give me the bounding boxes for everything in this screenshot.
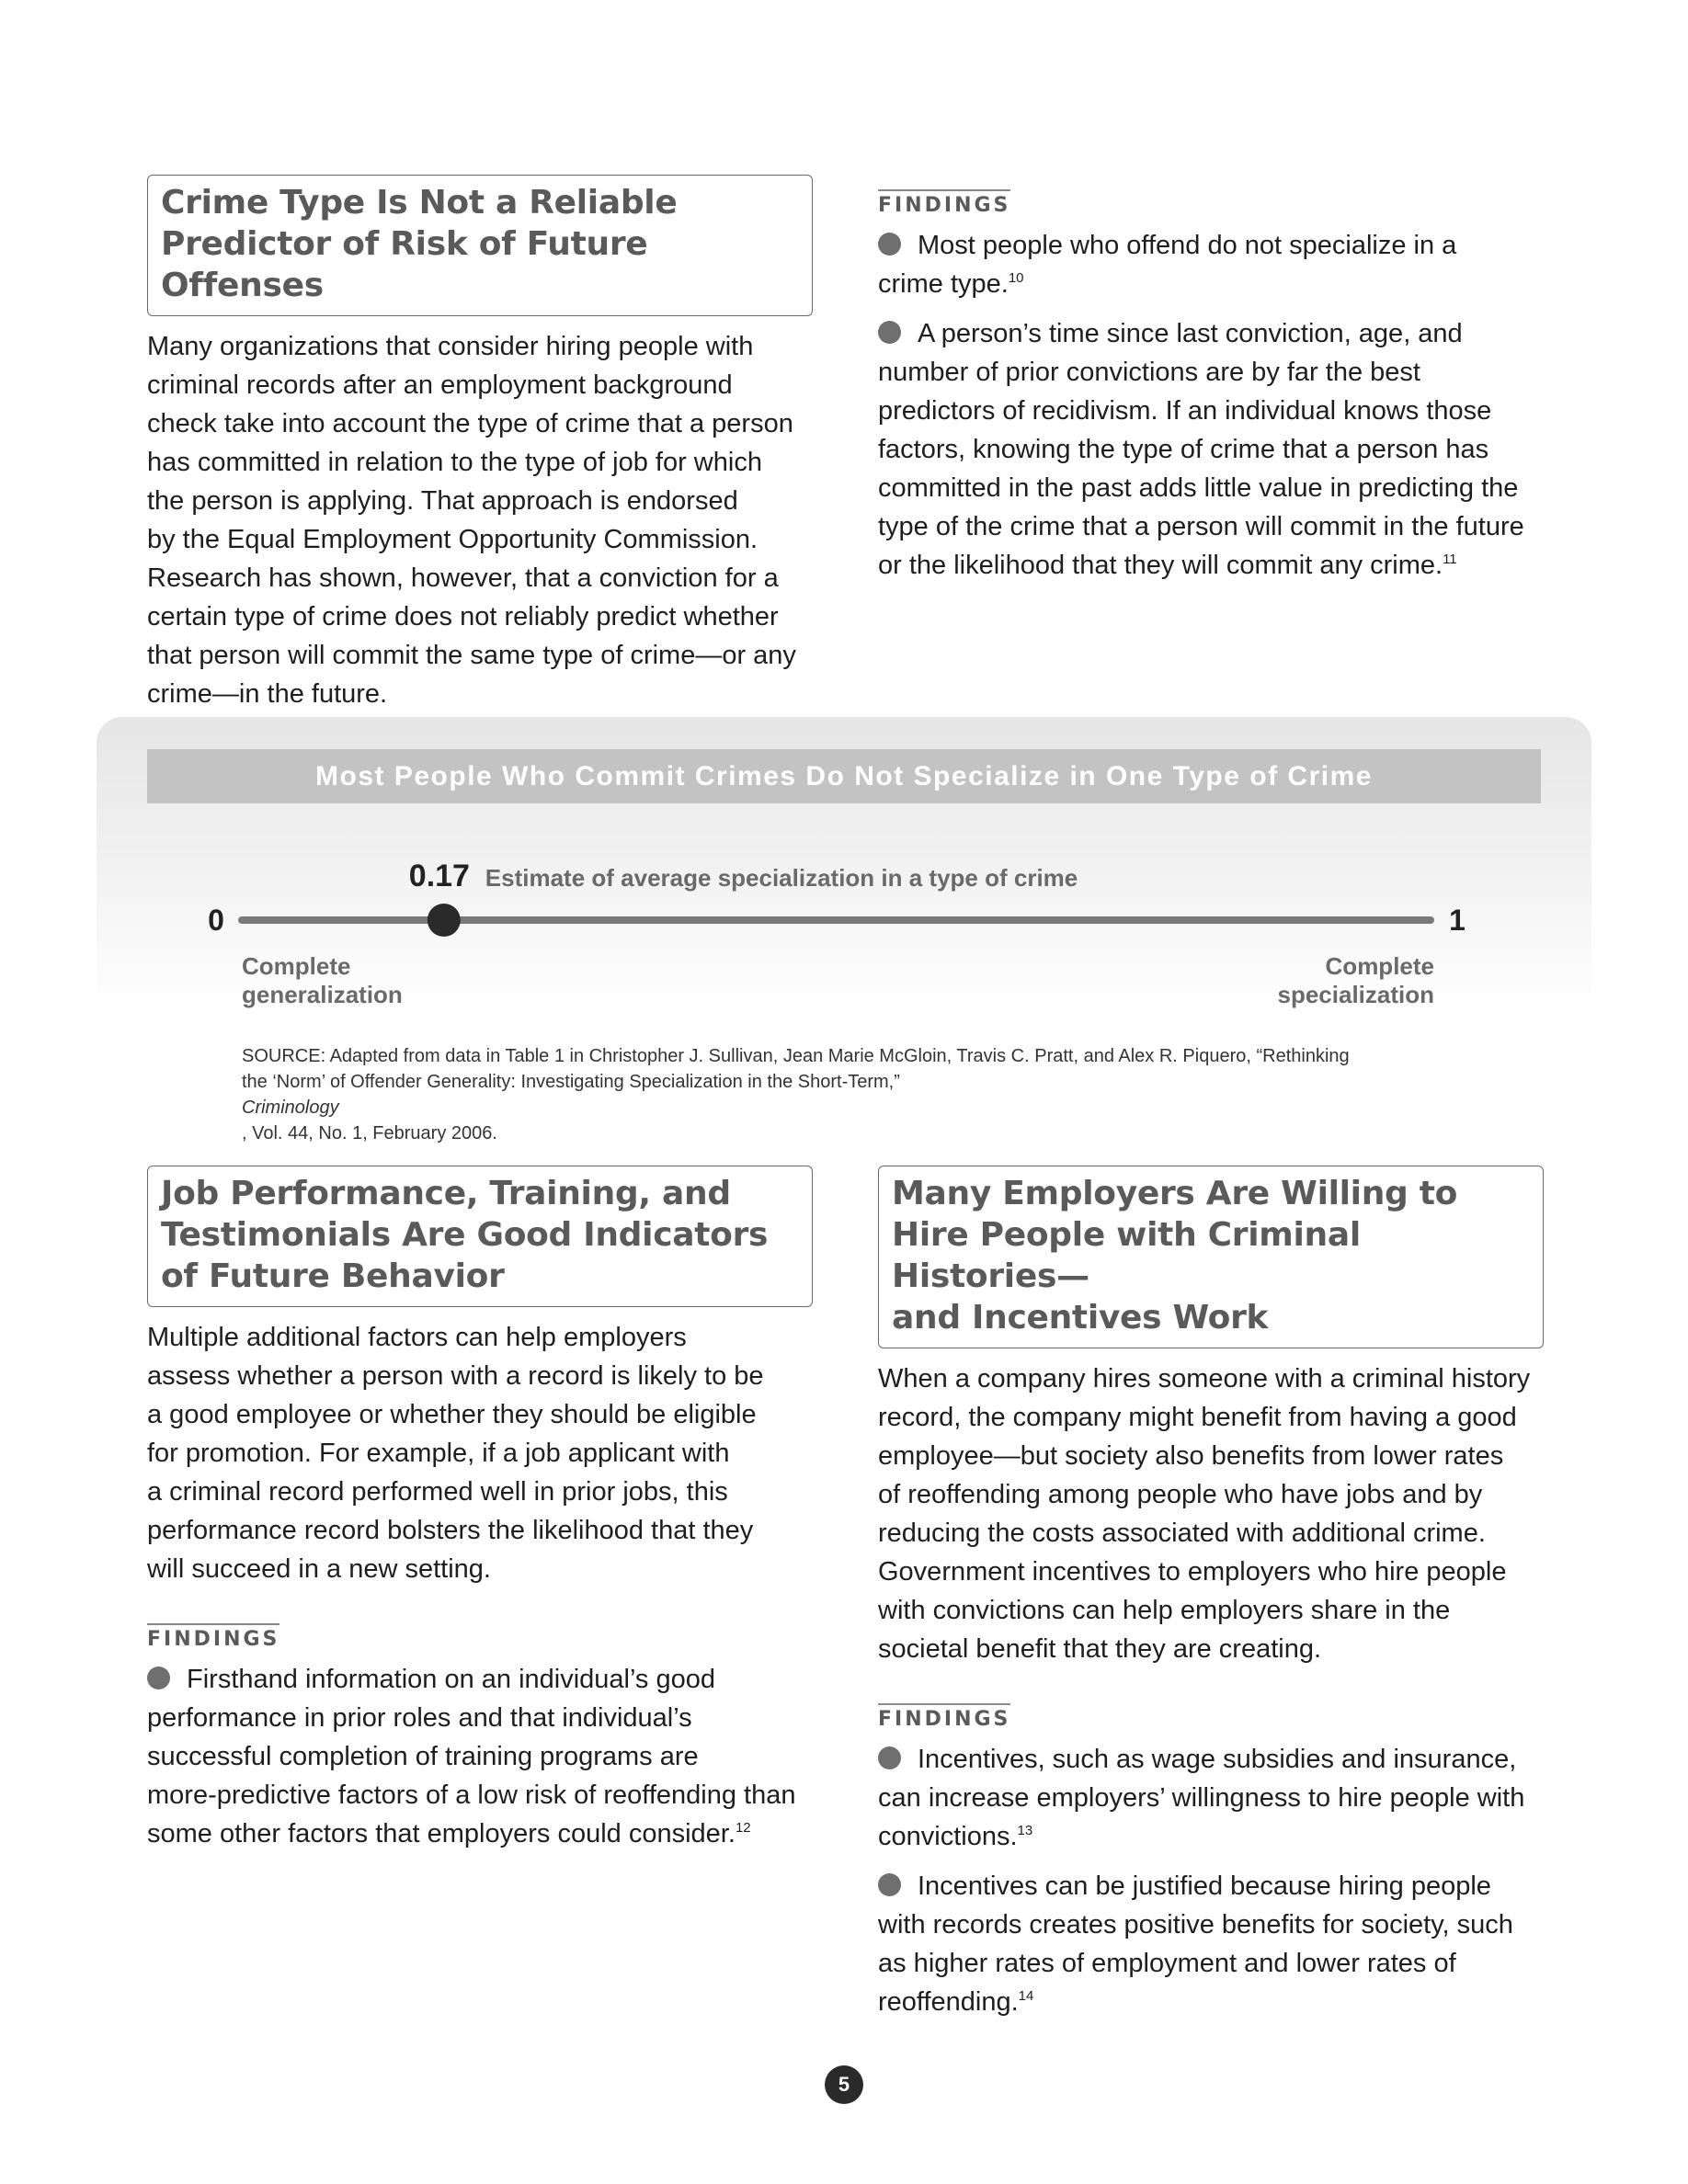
findings-label: FINDINGS xyxy=(878,1703,1010,1731)
left-caption-line2: generalization xyxy=(242,981,403,1008)
scale-marker xyxy=(428,904,461,937)
footnote-ref: 12 xyxy=(735,1820,751,1836)
findings-label: FINDINGS xyxy=(878,189,1010,217)
bullet-icon xyxy=(147,1666,170,1689)
bullet-icon xyxy=(878,1746,901,1769)
scale-value-label: 0.17 xyxy=(408,859,470,893)
footnote-ref: 10 xyxy=(1008,270,1024,286)
scale-value-caption: Estimate of average specialization in a type of crime xyxy=(485,864,1078,892)
page-number: 5 xyxy=(825,2065,863,2104)
finding-item: Most people who offend do not specialize in a crime type.$^{10}$ xyxy=(878,231,1457,299)
section-heading: Job Performance, Training, and Testimonials Are Good Indicators of Future Behavior xyxy=(147,1166,813,1307)
section-job-performance xyxy=(147,1166,813,1853)
right-caption-line1: Complete xyxy=(1325,952,1434,980)
footnote-ref: 14 xyxy=(1018,1988,1034,2004)
footnote-ref: 13 xyxy=(1017,1823,1033,1838)
section-body: Multiple additional factors can help employers assess whether a person with a record is likely to be a good employee or whether they should be eligible for promotion. For example, if a job applicant with a criminal record performed well in prior jobs, this performance record bolsters the likelihood that they will succeed in a new setting. xyxy=(147,1323,764,1584)
specialization-scale xyxy=(0,0,1688,1039)
section-body: When a company hires someone with a criminal history record, the company might benefit from having a good employee—but society also benefits from lower rates of reoffending among people who have jobs and by reducing the costs associated with additional crime. Government incentives to employers who hire people with convictions can help employers share in the societal benefit that they are creating. xyxy=(878,1364,1531,1664)
scale-max-label: 1 xyxy=(1449,904,1466,937)
section-body: Many organizations that consider hiring people with criminal records after an employment background check take into account the type of crime that a person has committed in relation to the type of job for which the person is applying. That approach is endorsed by the Equal Employment Opportunity Commission. Research has shown, however, that a conviction for a certain type of crime does not reliably predict whether that person will commit the same type of crime—or any crime—in the future. xyxy=(147,332,796,709)
left-caption-line1: Complete xyxy=(242,952,351,980)
source-note: SOURCE: Adapted from data in Table 1 in Christopher J. Sullivan, Jean Marie McGloin, Travis C. Pratt, and Alex R. Piquero, “Rethinking the ‘Norm’ of Offender Generality: Investigating Specialization in the Short-Term,” Criminology , Vol. 44, No. 1, February 2006. xyxy=(242,1046,1350,1143)
finding-item: Firsthand information on an individual’s good performance in prior roles and that individual’s successful completion of training programs are more-predictive factors of a low risk of reoffending than some other factors that employers could consider.$^{12}$ xyxy=(147,1665,796,1848)
right-caption-line2: specialization xyxy=(1277,981,1434,1008)
finding-item: A person’s time since last conviction, age, and number of prior convictions are by far the best predictors of recidivism. If an individual knows those factors, knowing the type of crime that a person has committed in the past adds little value in predicting the type of the crime that a person will commit in the future or the likelihood that they will commit any crime.$^{11}$ xyxy=(878,319,1524,580)
bullet-icon xyxy=(878,1873,901,1896)
section-heading: Crime Type Is Not a Reliable Predictor of Risk of Future Offenses xyxy=(147,175,813,316)
footnote-ref: 11 xyxy=(1443,552,1457,567)
section-heading: Many Employers Are Willing to Hire People with Criminal Histories— and Incentives Work xyxy=(878,1166,1544,1348)
findings-label: FINDINGS xyxy=(147,1623,279,1651)
scale-min-label: 0 xyxy=(208,904,224,937)
finding-item: Incentives, such as wage subsidies and insurance, can increase employers’ willingness to hire people with convictions.$^{13}$ xyxy=(878,1745,1525,1851)
infographic-title: Most People Who Commit Crimes Do Not Specialize in One Type of Crime xyxy=(147,749,1541,803)
finding-item: Incentives can be justified because hiring people with records creates positive benefits for society, such as higher rates of employment and lower rates of reoffending.$^{14}$ xyxy=(878,1871,1513,2017)
section-employer-incentives xyxy=(878,1166,1544,2021)
